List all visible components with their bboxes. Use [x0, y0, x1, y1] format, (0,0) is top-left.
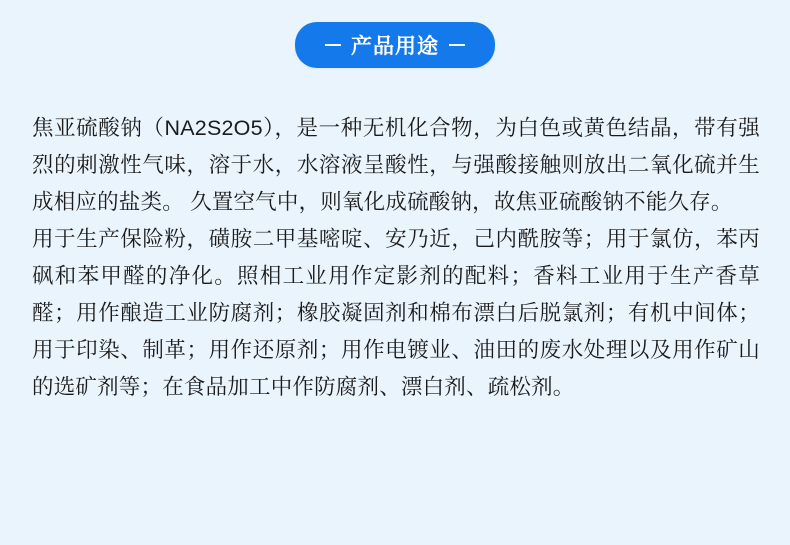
left-dash-icon	[325, 44, 341, 46]
badge-row	[0, 0, 790, 68]
body-text	[32, 110, 760, 406]
paragraph-applications: 用于生产保险粉，磺胺二甲基嘧啶、安乃近，己内酰胺等；用于氯仿，苯丙砜和苯甲醛的净化。照相工业用作定影剂的配料；香料工业用于生产香草醛；用作酿造工业防腐剂；橡胶凝固剂和棉布漂白后脱氯剂；有机中间体；用于印染、制革；用作还原剂；用作电镀业、油田的废水处理以及用作矿山的选矿剂等；在食品加工中作防腐剂、漂白剂、疏松剂。	[32, 227, 760, 399]
paragraph-description: 焦亚硫酸钠（NA2S2O5），是一种无机化合物，为白色或黄色结晶，带有强烈的刺激性气味，溶于水，水溶液呈酸性，与强酸接触则放出二氧化硫并生成相应的盐类。 久置空气中，则氧化成硫酸钠，故焦亚硫酸钠不能久存。	[32, 116, 760, 214]
section-title-text: 产品用途	[351, 35, 439, 58]
section-title-badge	[295, 22, 495, 68]
right-dash-icon	[449, 44, 465, 46]
